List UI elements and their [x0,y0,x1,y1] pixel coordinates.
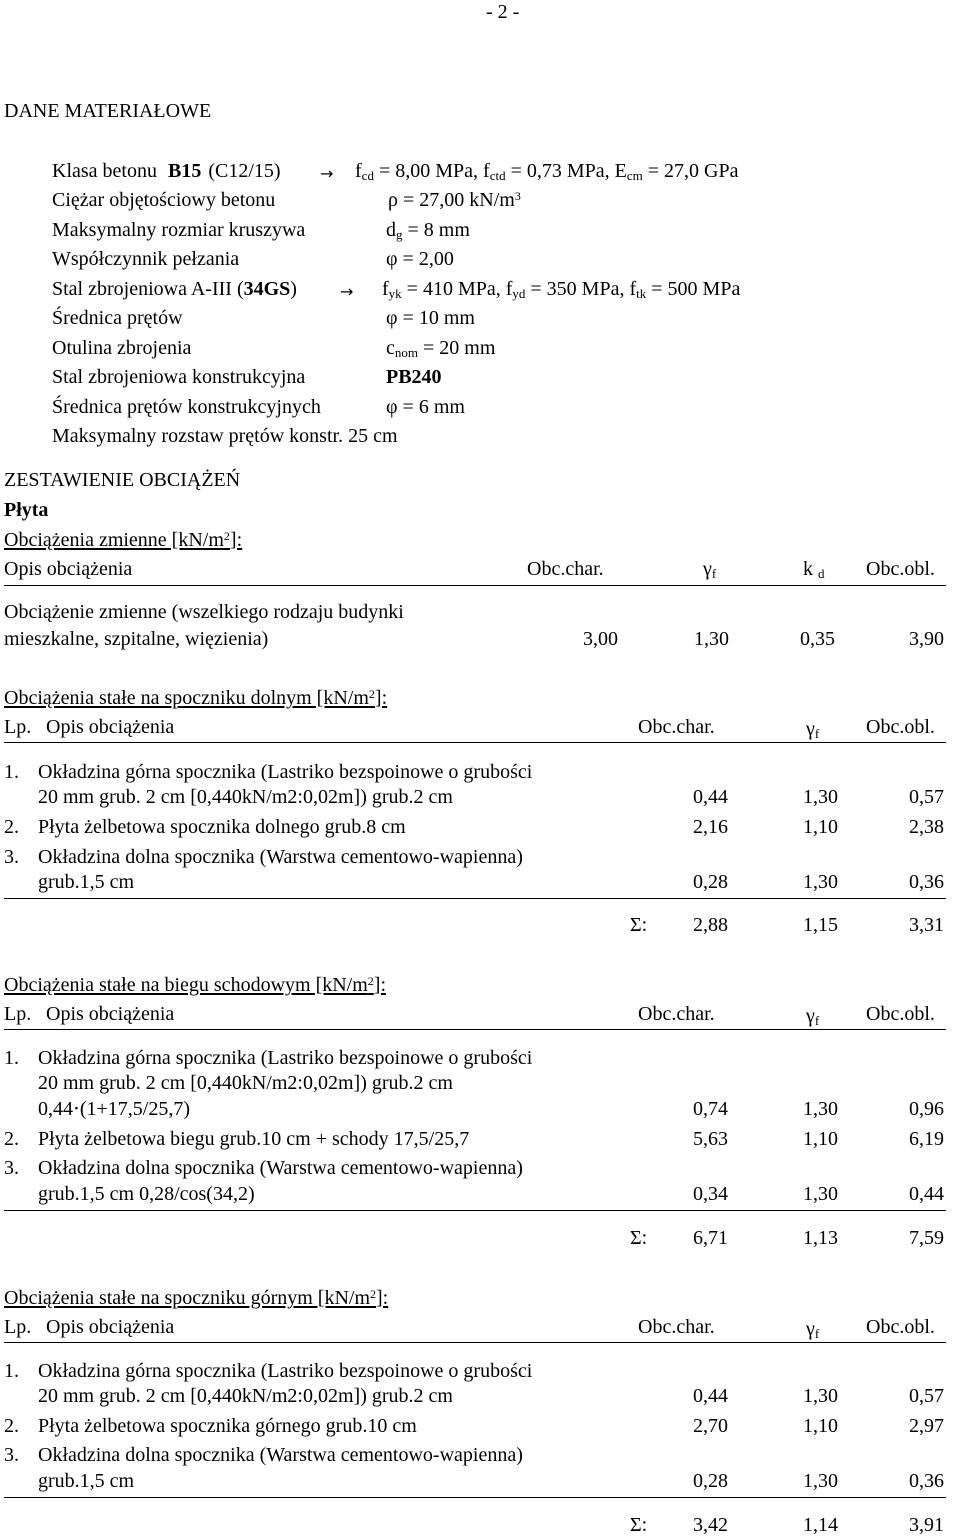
ftk-value: = 500 MPa [651,278,741,300]
upper-sum-gamma: 1,14 [803,1514,838,1536]
constr-spacing-label: Maksymalny rozstaw prętów konstr. 25 cm [52,425,398,447]
bar-diameter-label: Średnica prętów [52,307,183,329]
flight-title-end: ]: [373,974,386,996]
flight-sum-char: 6,71 [693,1227,728,1249]
cover-sub: nom [394,345,419,360]
upper-sum-design: 3,91 [909,1514,944,1536]
creep-label: Współczynnik pełzania [52,248,240,270]
upper-landing-title-end: ]: [376,1287,389,1309]
lower-landing-title-text: Obciążenia stałe na spoczniku dolnym [kN/m [4,687,369,709]
gamma-sub: f [711,566,717,581]
upper-sum-label: Σ: [630,1514,648,1536]
variable-header-kd [803,559,825,579]
upper-sum-char: 3,42 [693,1514,728,1536]
lower-header-lp: Lp. [4,716,32,738]
constr-diameter-value: φ = 6 mm [386,396,465,418]
lower-landing-title-exp: 2 [368,687,375,701]
lower-row2-design: 2,38 [909,816,944,838]
material-heading: DANE MATERIAŁOWE [4,100,212,122]
variable-row-design: 3,90 [909,628,944,650]
lower-header-char: Obc.char. [638,716,715,738]
ftk-sub: tk [636,286,647,301]
bar-diameter-value: φ = 10 mm [386,307,475,329]
flight-row2-design: 6,19 [909,1128,944,1150]
divider [4,1210,946,1211]
ecm-value: = 27,0 GPa [647,160,739,182]
density-label: Ciężar objętościowy betonu [52,189,276,211]
fcd-value: = 8,00 MPa, [378,160,479,182]
fyk-symbol: f [382,278,389,300]
variable-title-text: Obciążenia zmienne [kN/m [4,529,224,551]
arrow-icon: → [320,164,334,183]
flight-row3-design: 0,44 [909,1183,944,1205]
lower-row3-char: 0,28 [693,871,728,893]
lower-landing-title [4,688,387,708]
steel-label-end: ) [290,278,297,300]
upper-row1-line1: Okładzina górna spocznika (Lastriko bezspoinowe o grubości [38,1360,533,1382]
upper-landing-title [4,1288,388,1308]
steel-row [52,279,297,299]
concrete-label: Klasa betonu [52,160,157,182]
variable-row-line1: Obciążenie zmienne (wszelkiego rodzaju budynki [4,601,404,623]
lower-sum-char: 2,88 [693,914,728,936]
flight-row1-design: 0,96 [909,1098,944,1120]
flight-row1-line1: Okładzina górna spocznika (Lastriko bezspoinowe o grubości [38,1047,533,1069]
variable-header-char: Obc.char. [527,558,604,580]
ecm-symbol: E [614,160,627,182]
kd-symbol: k [803,558,813,580]
constr-diameter-label: Średnica prętów konstrukcyjnych [52,396,321,418]
upper-row3-design: 0,36 [909,1470,944,1492]
gamma-symbol: γ [806,1005,815,1027]
divider [4,1029,946,1030]
flight-header-lp: Lp. [4,1003,32,1025]
flight-title-text: Obciążenia stałe na biegu schodowym [kN/m [4,974,368,996]
density-value [388,190,521,210]
concrete-strength [355,161,738,181]
density-text: ρ = 27,00 kN/m [388,189,515,211]
variable-title-end: ]: [229,529,243,551]
flight-sum-gamma: 1,13 [803,1227,838,1249]
flight-row1-gamma: 1,30 [803,1098,838,1120]
arrow-icon: → [340,282,354,301]
upper-row2-char: 2,70 [693,1415,728,1437]
upper-row1-gamma: 1,30 [803,1385,838,1407]
steel-label: Stal zbrojeniowa A-III ( [52,278,244,300]
kd-sub: d [818,566,825,581]
lower-row3-gamma: 1,30 [803,871,838,893]
lower-row2-line1: Płyta żelbetowa spocznika dolnego grub.8 cm [38,816,406,838]
upper-row3-gamma: 1,30 [803,1470,838,1492]
aggregate-label: Maksymalny rozmiar kruszywa [52,219,306,241]
variable-row-line2: mieszkalne, szpitalne, więzienia) [4,628,269,650]
steel-strength [382,279,740,299]
flight-header-gamma [806,1006,819,1026]
divider [4,898,946,899]
gamma-symbol: γ [703,558,712,580]
lower-row1-no: 1. [4,761,19,783]
fctd-value: = 0,73 MPa, [510,160,610,182]
concrete-class: B15 [167,160,202,182]
creep-value: φ = 2,00 [386,248,454,270]
gamma-sub: f [814,726,820,741]
ftk-symbol: f [629,278,637,300]
upper-row1-line2: 20 mm grub. 2 cm [0,440kN/m2:0,02m]) grub.2 cm [38,1385,453,1407]
aggregate-text: = 8 mm [407,219,470,241]
upper-header-char: Obc.char. [638,1316,715,1338]
fcd-sub: cd [361,168,374,183]
flight-row2-no: 2. [4,1128,19,1150]
lower-landing-title-end: ]: [374,687,388,709]
flight-row2-line1: Płyta żelbetowa biegu grub.10 cm + schody 17,5/25,7 [38,1128,470,1150]
upper-row2-gamma: 1,10 [803,1415,838,1437]
lower-sum-label: Σ: [630,914,648,936]
flight-header-desc: Opis obciążenia [46,1003,175,1025]
gamma-symbol: γ [806,1318,815,1340]
lower-row1-design: 0,57 [909,786,944,808]
flight-row1-no: 1. [4,1047,19,1069]
variable-row-kd: 0,35 [800,628,835,650]
cover-text: = 20 mm [423,337,496,359]
upper-header-gamma [806,1319,819,1339]
cover-sym: c [386,337,395,359]
fyd-symbol: f [505,278,513,300]
variable-header-design: Obc.obl. [866,558,935,580]
variable-title [4,530,242,550]
divider [4,585,946,586]
upper-header-desc: Opis obciążenia [46,1316,175,1338]
aggregate-sym: d [386,219,396,241]
gamma-symbol: γ [806,718,815,740]
lower-sum-gamma: 1,15 [803,914,838,936]
flight-row1-char: 0,74 [693,1098,728,1120]
fyd-sub: yd [512,286,526,301]
upper-landing-title-text: Obciążenia stałe na spoczniku górnym [kN/m [4,1287,370,1309]
flight-title-exp: 2 [367,974,374,988]
aggregate-value [386,220,470,240]
lower-header-desc: Opis obciążenia [46,716,175,738]
upper-row3-char: 0,28 [693,1470,728,1492]
fcd-symbol: f [355,160,362,182]
page-number: - 2 - [486,1,520,23]
upper-row2-design: 2,97 [909,1415,944,1437]
lower-row2-char: 2,16 [693,816,728,838]
lower-row3-line2: grub.1,5 cm [38,871,135,893]
flight-row3-char: 0,34 [693,1183,728,1205]
lower-row3-no: 3. [4,846,19,868]
upper-row3-line2: grub.1,5 cm [38,1470,135,1492]
flight-sum-label: Σ: [630,1227,648,1249]
lower-row1-line2: 20 mm grub. 2 cm [0,440kN/m2:0,02m]) grub.2 cm [38,786,453,808]
upper-header-lp: Lp. [4,1316,32,1338]
flight-row1-line3: 0,44⋅(1+17,5/25,7) [38,1098,191,1120]
concrete-class-paren: (C12/15) [208,160,281,182]
loads-heading: ZESTAWIENIE OBCIĄŻEŃ [4,469,241,491]
upper-row2-line1: Płyta żelbetowa spocznika górnego grub.10 cm [38,1415,417,1437]
flight-title [4,975,386,995]
fyk-value: = 410 MPa, [406,278,501,300]
flight-row1-line2: 20 mm grub. 2 cm [0,440kN/m2:0,02m]) grub.2 cm [38,1072,453,1094]
fyd-value: = 350 MPa, [530,278,625,300]
fyk-sub: yk [388,286,402,301]
flight-row3-line2: grub.1,5 cm 0,28/cos(34,2) [38,1183,255,1205]
lower-header-design: Obc.obl. [866,716,935,738]
divider [4,1342,946,1343]
variable-title-exp: 2 [223,529,230,543]
fctd-symbol: f [483,160,490,182]
lower-row1-char: 0,44 [693,786,728,808]
upper-row3-line1: Okładzina dolna spocznika (Warstwa cementowo-wapienna) [38,1444,523,1466]
lower-row1-line1: Okładzina górna spocznika (Lastriko bezspoinowe o grubości [38,761,533,783]
gamma-sub: f [814,1013,820,1028]
gamma-sub: f [814,1326,820,1341]
upper-row2-no: 2. [4,1415,19,1437]
upper-row1-design: 0,57 [909,1385,944,1407]
flight-row3-no: 3. [4,1157,19,1179]
cover-value [386,338,495,358]
upper-row1-no: 1. [4,1360,19,1382]
lower-row3-design: 0,36 [909,871,944,893]
constr-steel-value: PB240 [386,366,442,388]
flight-row3-gamma: 1,30 [803,1183,838,1205]
steel-grade: 34GS [243,278,291,300]
flight-sum-design: 7,59 [909,1227,944,1249]
lower-header-gamma [806,719,819,739]
lower-row2-no: 2. [4,816,19,838]
concrete-class-row [52,161,281,181]
lower-sum-design: 3,31 [909,914,944,936]
lower-row3-line1: Okładzina dolna spocznika (Warstwa cementowo-wapienna) [38,846,523,868]
ecm-sub: cm [626,168,643,183]
variable-header-desc: Opis obciążenia [4,558,133,580]
variable-row-char: 3,00 [583,628,618,650]
variable-row-gamma: 1,30 [694,628,729,650]
flight-header-char: Obc.char. [638,1003,715,1025]
flight-row2-gamma: 1,10 [803,1128,838,1150]
upper-row3-no: 3. [4,1444,19,1466]
loads-subheading: Płyta [4,499,49,521]
fctd-sub: ctd [489,168,506,183]
upper-row1-char: 0,44 [693,1385,728,1407]
flight-header-design: Obc.obl. [866,1003,935,1025]
flight-row3-line1: Okładzina dolna spocznika (Warstwa cementowo-wapienna) [38,1157,523,1179]
aggregate-sub: g [396,227,403,242]
lower-row2-gamma: 1,10 [803,816,838,838]
flight-row2-char: 5,63 [693,1128,728,1150]
lower-row1-gamma: 1,30 [803,786,838,808]
density-exp: 3 [514,189,521,203]
cover-label: Otulina zbrojenia [52,337,192,359]
variable-header-gamma [703,559,716,579]
constr-steel-label: Stal zbrojeniowa konstrukcyjna [52,366,306,388]
divider [4,742,946,743]
upper-header-design: Obc.obl. [866,1316,935,1338]
upper-landing-title-exp: 2 [370,1287,376,1301]
divider [4,1497,946,1498]
